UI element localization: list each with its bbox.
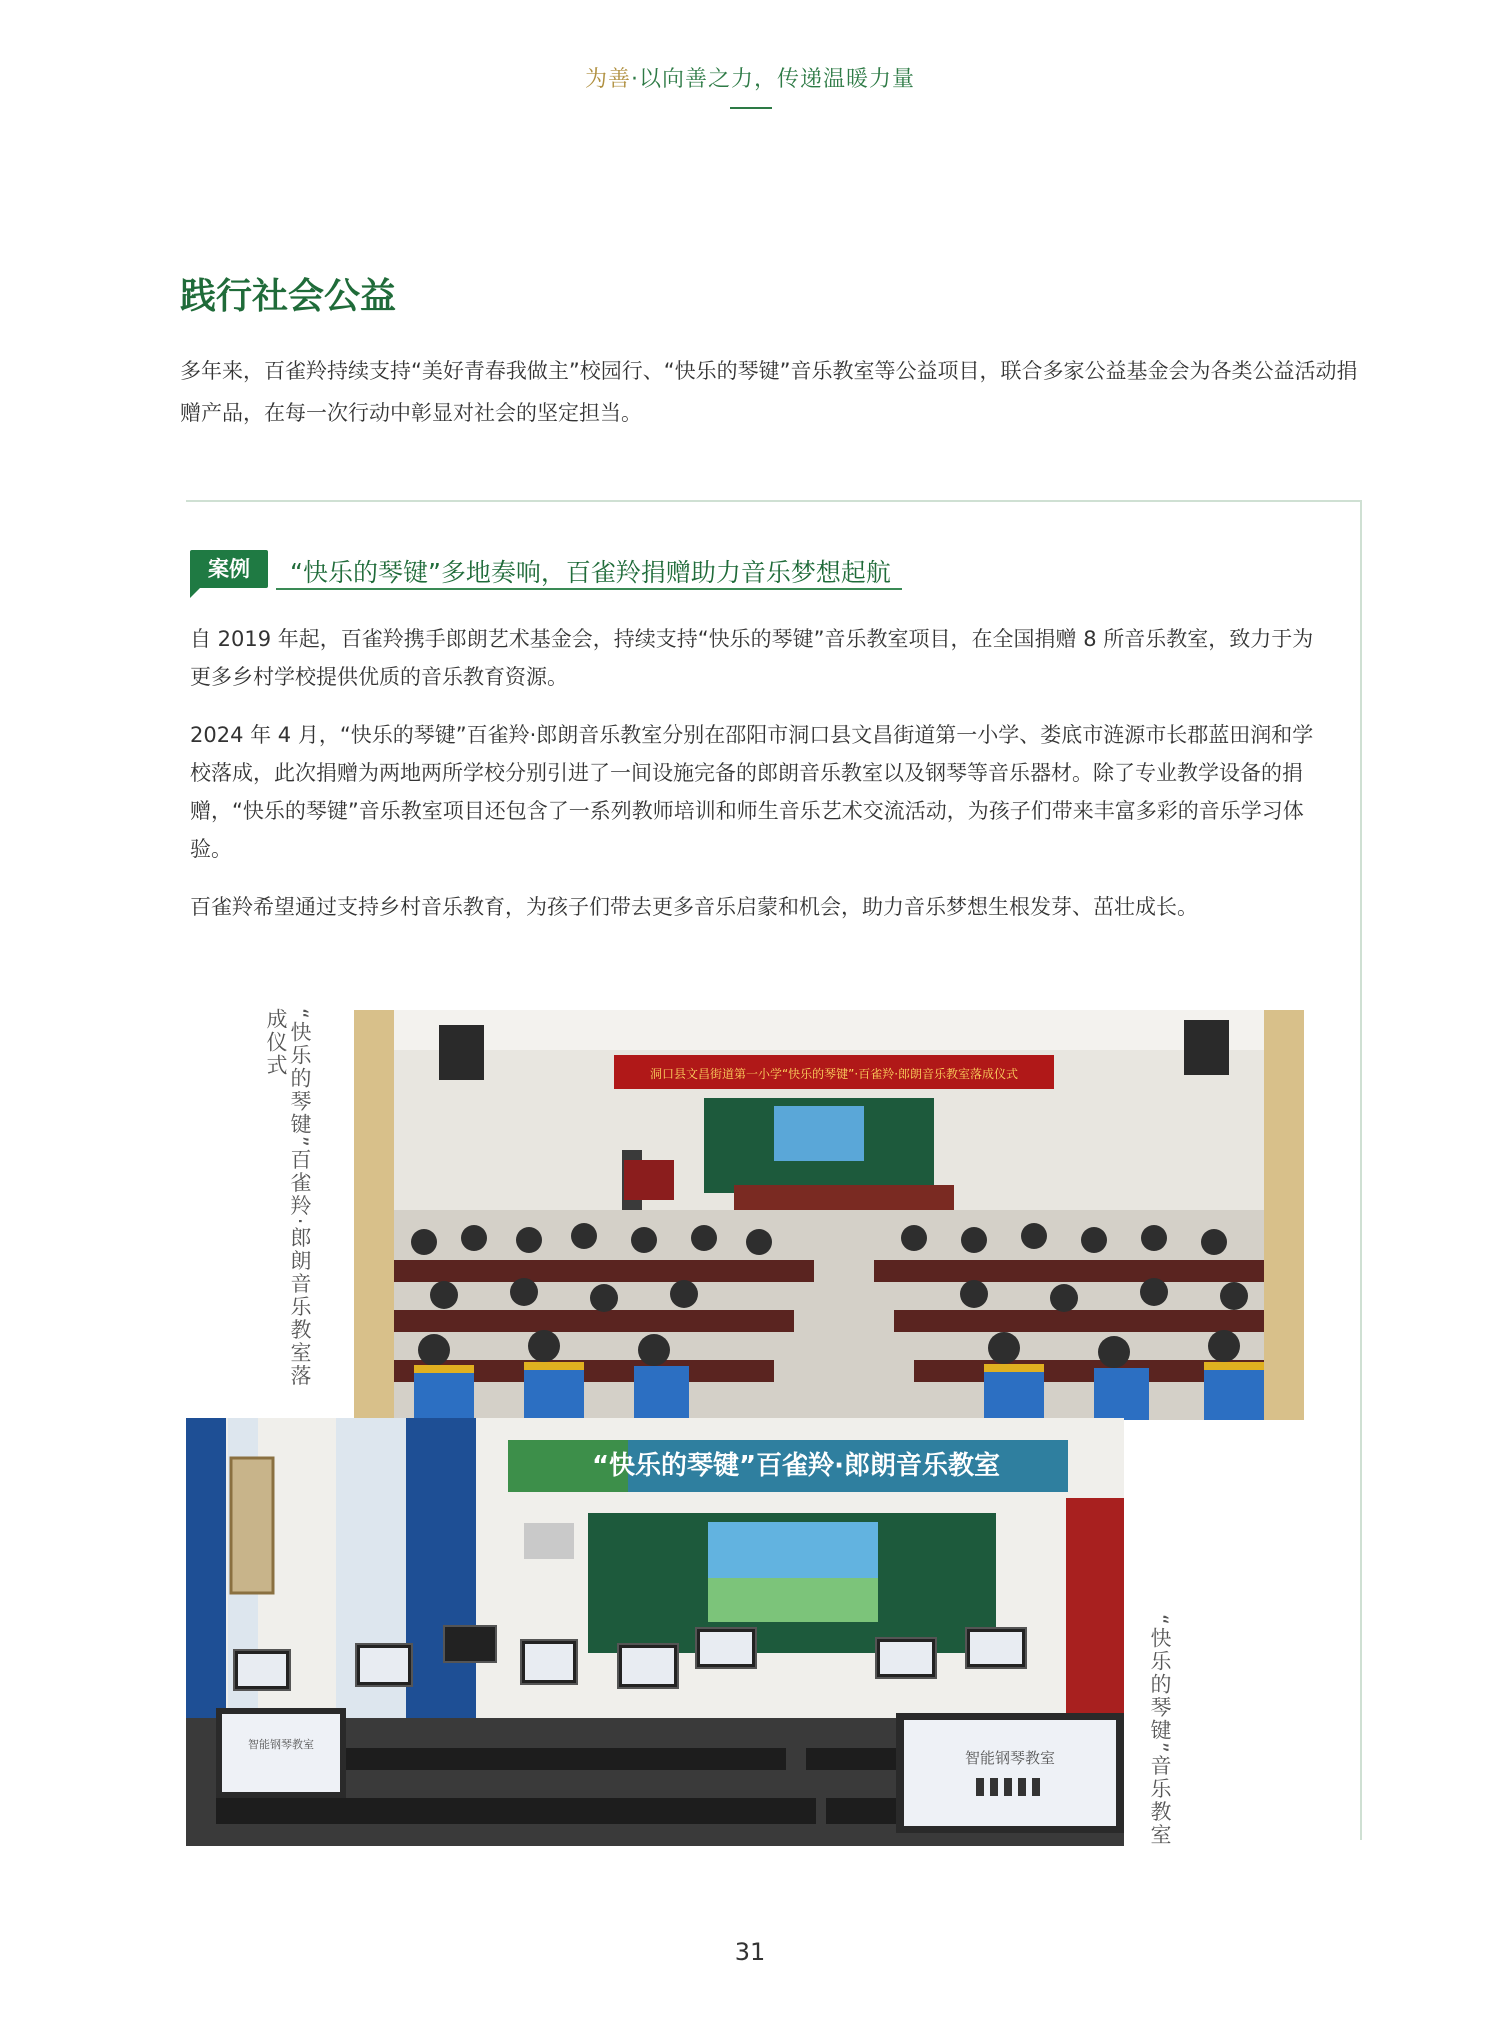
classroom-banner-text: “快乐的琴键”百雀羚·郎朗音乐教室	[591, 1451, 1001, 1481]
running-header	[0, 62, 1500, 93]
case-paragraph-2: 2024 年 4 月，“快乐的琴键”百雀羚·郎朗音乐教室分别在邵阳市洞口县文昌街道第一小学、娄底市涟源市长郡蓝田润和学校落成，此次捐赠为两地两所学校分别引进了一间设施完备的郎朗音乐教室以及钢琴等音乐器材。除了专业教学设备的捐赠，“快乐的琴键”音乐教室项目还包含了一系列教师培训和师生音乐艺术交流活动，为孩子们带来丰富多彩的音乐学习体验。	[190, 723, 1314, 861]
case-title-underline	[276, 588, 902, 590]
monitor-text-left: 智能钢琴教室	[248, 1738, 314, 1751]
photo-music-classroom-illustration	[186, 1418, 1124, 1846]
header-underline	[730, 107, 772, 109]
monitor-text-right: 智能钢琴教室	[964, 1749, 1056, 1767]
case-paragraph-1: 自 2019 年起，百雀羚携手郎朗艺术基金会，持续支持“快乐的琴键”音乐教室项目，在全国捐赠 8 所音乐教室，致力于为更多乡村学校提供优质的音乐教育资源。	[190, 627, 1314, 689]
photo-classroom-caption: “快乐的琴键”音乐教室	[1148, 1614, 1172, 1847]
page-number: 31	[734, 1938, 766, 1966]
section-title: 践行社会公益	[180, 276, 397, 317]
photo-ceremony-illustration	[354, 1010, 1304, 1420]
ceremony-banner-text: 洞口县文昌街道第一小学“快乐的琴键”·百雀羚·郎朗音乐教室落成仪式	[649, 1067, 1019, 1081]
photo-music-classroom	[186, 1418, 1124, 1846]
case-title: “快乐的琴键”多地奏响，百雀羚捐赠助力音乐梦想起航	[290, 558, 891, 587]
section-intro: 多年来，百雀羚持续支持“美好青春我做主”校园行、“快乐的琴键”音乐教室等公益项目，联合多家公益基金会为各类公益活动捐赠产品，在每一次行动中彰显对社会的坚定担当。	[180, 359, 1358, 425]
case-badge: 案例	[190, 550, 268, 588]
case-body	[190, 620, 1330, 946]
running-header-slogan: ·以向善之力，传递温暖力量	[631, 67, 915, 92]
running-header-lead: 为善	[584, 67, 631, 92]
case-paragraph-3: 百雀羚希望通过支持乡村音乐教育，为孩子们带去更多音乐启蒙和机会，助力音乐梦想生根发芽、茁壮成长。	[190, 895, 1198, 919]
photo-ceremony-caption: “快乐的琴键”百雀羚·郎朗音乐教室落成仪式	[264, 1008, 312, 1388]
case-badge-tail	[190, 588, 200, 598]
photo-ceremony	[354, 1010, 1304, 1420]
